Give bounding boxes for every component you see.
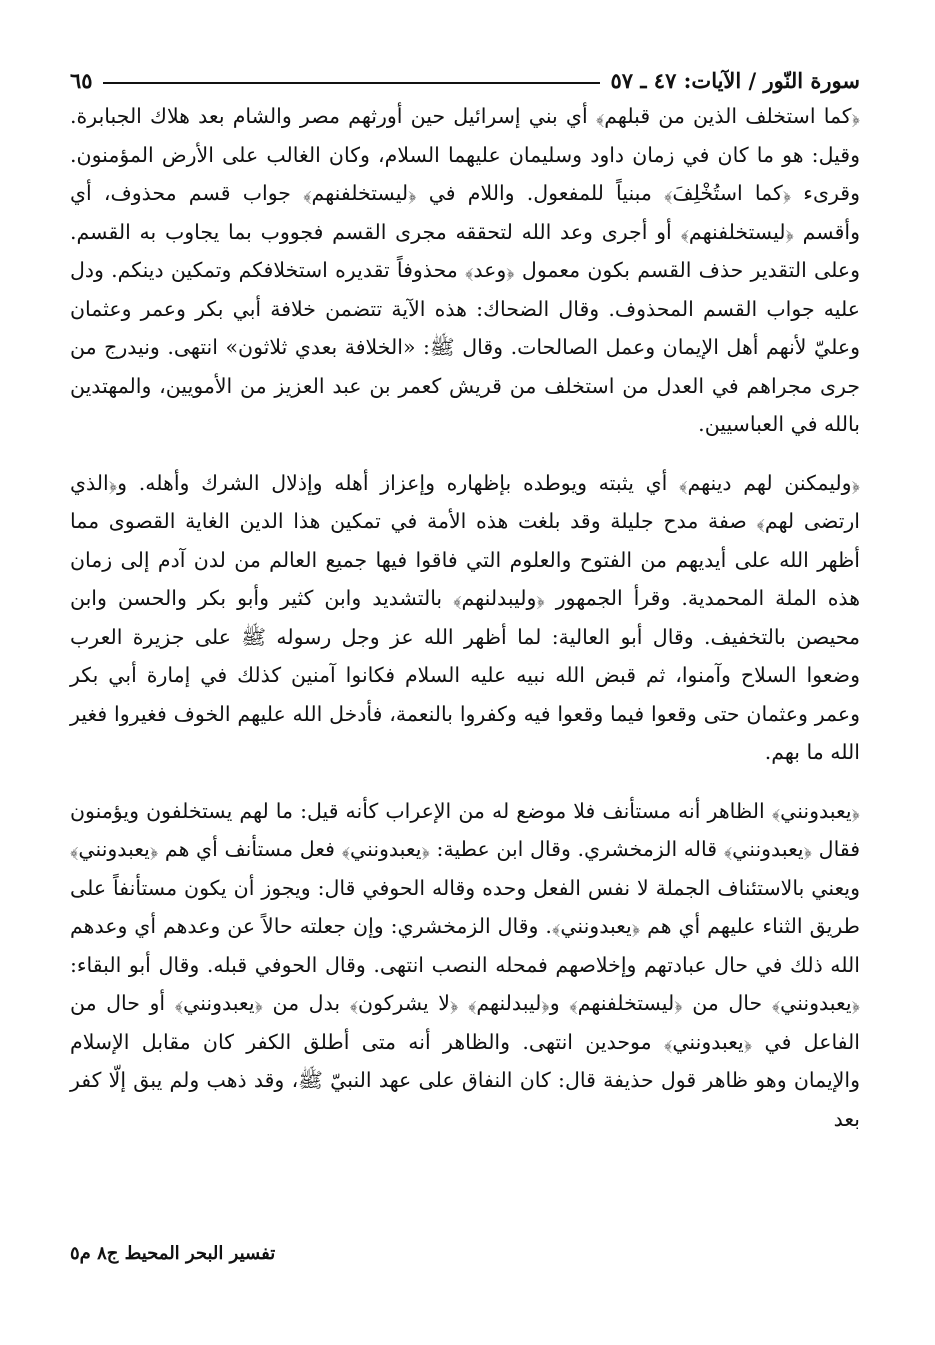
header-rule (103, 82, 601, 84)
footer (70, 1243, 860, 1264)
paragraph-1: ﴿كما استخلف الذين من قبلهم﴾ أي بني إسرائيل حين أورثهم مصر والشام بعد هلاك الجبابرة. وقيل: هو ما كان في زمان داود وسليمان عليهما السلام، وكان الغالب على الأرض المؤمنون. وقرىء ﴿كما استُخْلِفَ﴾ مبنياً للمفعول. واللام في ﴿ليستخلفنهم﴾ جواب قسم محذوف، أي وأقسم ﴿ليستخلفنهم﴾ أو أجرى وعد الله لتحققه مجرى القسم فجووب بما يجاوب به القسم. وعلى التقدير حذف القسم بكون معمول ﴿وعد﴾ محذوفاً تقديره استخلافكم وتمكين دينكم. ودل عليه جواب القسم المحذوف. وقال الضحاك: هذه الآية تتضمن خلافة أبي بكر وعمر وعثمان وعليّ لأنهم أهل الإيمان وعمل الصالحات. وقال ﷺ: «الخلافة بعدي ثلاثون» انتهى. ونيدرج من جرى مجراهم في العدل من استخلف من قريش كعمر بن عبد العزيز من الأمويين، والمهتدين بالله في العباسيين. (70, 104, 860, 436)
body-text (70, 97, 860, 1138)
page-number: ٦٥ (70, 68, 93, 93)
footer-signature: تفسير البحر المحيط ج٨ م٥ (70, 1243, 276, 1264)
running-header (70, 55, 860, 93)
paragraph-2: ﴿وليمكنن لهم دينهم﴾ أي يثبته ويوطده بإظهاره وإعزاز أهله وإذلال الشرك وأهله. و﴿الذي ارتضى لهم﴾ صفة مدح جليلة وقد بلغت هذه الأمة في تمكين هذا الدين الغاية القصوى مما أظهر الله على أيديهم من الفتوح والعلوم التي فاقوا فيها جميع العالم من لدن آدم إلى زمان هذه الملة المحمدية. وقرأ الجمهور ﴿وليبدلنهم﴾ بالتشديد وابن كثير وأبو بكر والحسن وابن محيصن بالتخفيف. وقال أبو العالية: لما أظهر الله عز وجل رسوله ﷺ على جزيرة العرب وضعوا السلاح وآمنوا، ثم قبض الله نبيه عليه السلام فكانوا آمنين كذلك في إمارة أبي بكر وعمر وعثمان حتى وقعوا فيما وقعوا فيه وكفروا بالنعمة، فأدخل الله عليهم الخوف فغيروا فغير الله ما بهم. (70, 470, 860, 764)
page (70, 55, 860, 1138)
paragraph-3: ﴿يعبدونني﴾ الظاهر أنه مستأنف فلا موضع له من الإعراب كأنه قيل: ما لهم يستخلفون ويؤمنون فقال ﴿يعبدونني﴾ قاله الزمخشري. وقال ابن عطية: ﴿يعبدونني﴾ فعل مستأنف أي هم ﴿يعبدونني﴾ ويعني بالاستئناف الجملة لا نفس الفعل وحده وقاله الحوفي قال: ويجوز أن يكون مستأنفاً على طريق الثناء عليهم أي هم ﴿يعبدونني﴾. وقال الزمخشري: وإن جعلته حالاً عن وعدهم أي وعدهم الله ذلك في حال عبادتهم وإخلاصهم فمحله النصب انتهى. وقال الحوفي قبله. وقال أبو البقاء: ﴿يعبدونني﴾ حال من ﴿ليستخلفنهم﴾ و﴿ليبدلنهم﴾ ﴿لا يشركون﴾ بدل من ﴿يعبدونني﴾ أو حال من الفاعل في ﴿يعبدونني﴾ موحدين انتهى. والظاهر أنه متى أطلق الكفر كان مقابل الإسلام والإيمان وهو ظاهر قول حذيفة قال: كان النفاق على عهد النبيّ ﷺ، وقد ذهب ولم يبق إلّا كفر بعد (70, 798, 860, 1131)
running-header-title: سورة النّور / الآيات: ٤٧ ـ ٥٧ (610, 68, 860, 93)
